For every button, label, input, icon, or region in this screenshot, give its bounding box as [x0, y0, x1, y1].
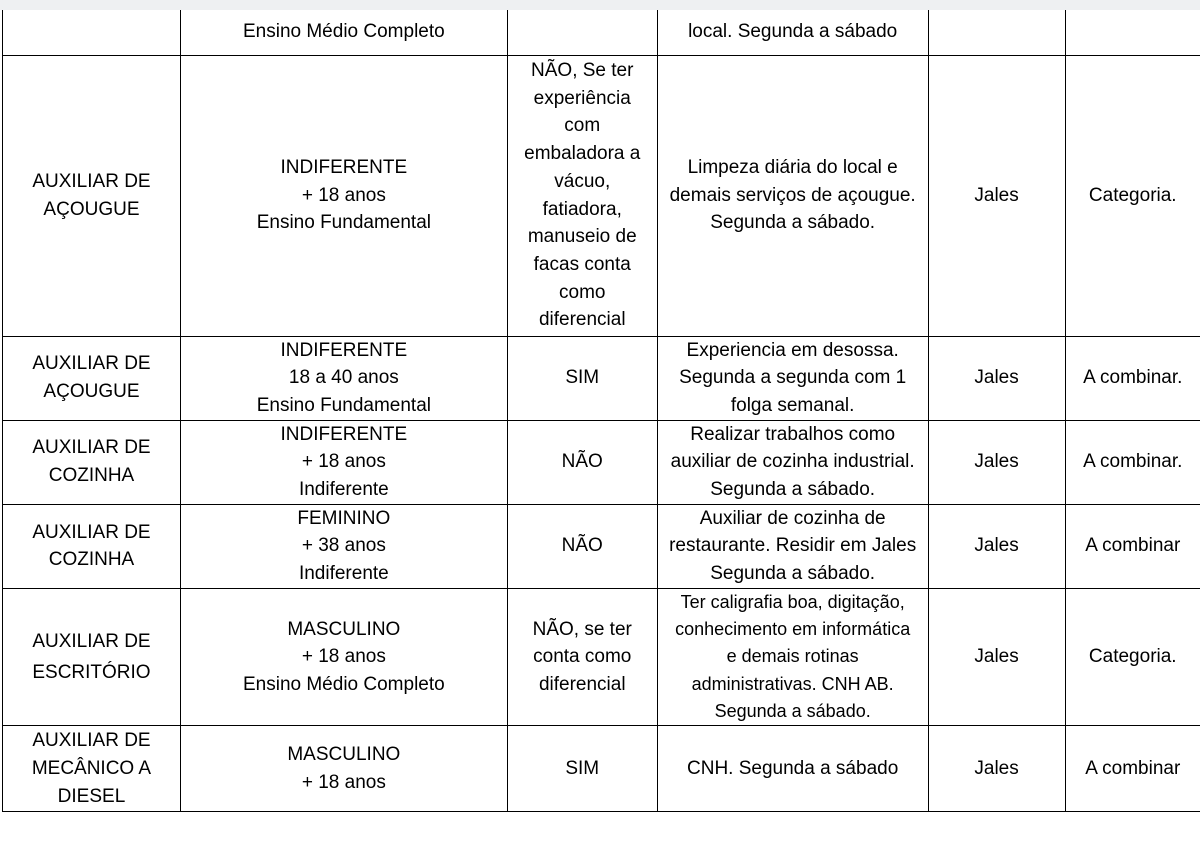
experiencia-cell — [507, 336, 657, 420]
table-row — [3, 55, 1200, 336]
salario-text: A combinar — [1085, 535, 1181, 557]
cargo-cell — [3, 420, 181, 504]
salario-cell — [1065, 420, 1200, 504]
perfil-text: MASCULINO + 18 anos Ensino Médio Completo — [242, 618, 445, 695]
salario-text: A combinar — [1085, 757, 1181, 779]
descricao-text: Ter caligrafia boa, digitação, conhecimento em informática e demais rotinas administrativas. CNH AB. Segunda a sábado. — [675, 591, 911, 722]
perfil-text: INDIFERENTE 18 a 40 anos Ensino Fundamental — [256, 339, 431, 416]
cidade-text: Jales — [974, 367, 1019, 389]
cargo-cell — [3, 336, 181, 420]
experiencia-cell — [507, 55, 657, 336]
cidade-text: Jales — [974, 757, 1019, 779]
experiencia-cell — [507, 726, 657, 812]
page-top-strip — [0, 0, 1200, 10]
perfil-cell — [180, 420, 507, 504]
descricao-cell — [657, 420, 928, 504]
experiencia-text: SIM — [565, 757, 600, 779]
cidade-cell — [928, 420, 1065, 504]
descricao-cell — [657, 55, 928, 336]
cargo-text: AUXILIAR DE MECÂNICO A DIESEL — [31, 730, 152, 807]
cargo-text: AUXILIAR DE AÇOUGUE — [32, 353, 151, 403]
descricao-text: Auxiliar de cozinha de restaurante. Residir em Jales Segunda a sábado. — [669, 507, 917, 585]
perfil-cell — [180, 55, 507, 336]
experiencia-text: NÃO — [561, 451, 603, 473]
cargo-cell — [3, 588, 181, 725]
cidade-text: Jales — [974, 646, 1019, 668]
cidade-cell — [928, 336, 1065, 420]
descricao-cell — [657, 726, 928, 812]
perfil-cell — [180, 336, 507, 420]
cargo-text: AUXILIAR DE COZINHA — [32, 437, 151, 487]
salario-cell — [1065, 504, 1200, 588]
salario-cell — [1065, 336, 1200, 420]
experiencia-cell — [507, 588, 657, 725]
experiencia-cell — [507, 10, 657, 55]
cidade-text: Jales — [974, 184, 1019, 206]
descricao-text: Limpeza diária do local e demais serviços de açougue. Segunda a sábado. — [669, 156, 916, 234]
perfil-text: INDIFERENTE + 18 anos Ensino Fundamental — [256, 156, 431, 234]
cidade-cell — [928, 55, 1065, 336]
descricao-cell — [657, 588, 928, 725]
salario-cell — [1065, 10, 1200, 55]
experiencia-text: NÃO, se ter conta como diferencial — [532, 618, 632, 695]
perfil-text: Ensino Médio Completo — [242, 21, 445, 43]
experiencia-cell — [507, 420, 657, 504]
cargo-cell — [3, 504, 181, 588]
perfil-text: INDIFERENTE + 18 anos Indiferente — [280, 423, 408, 501]
experiencia-text: NÃO, Se ter experiência com embaladora a vácuo, fatiadora, manuseio de facas conta como diferencial — [524, 59, 641, 331]
experiencia-cell — [507, 504, 657, 588]
salario-cell — [1065, 726, 1200, 812]
salario-cell — [1065, 588, 1200, 725]
perfil-cell — [180, 504, 507, 588]
cargo-cell — [3, 726, 181, 812]
table-row — [3, 420, 1200, 504]
descricao-text: Experiencia em desossa. Segunda a segunda com 1 folga semanal. — [679, 339, 907, 416]
descricao-cell — [657, 10, 928, 55]
perfil-text: MASCULINO + 18 anos — [287, 744, 401, 793]
cidade-cell — [928, 726, 1065, 812]
cargo-cell — [3, 55, 181, 336]
salario-text: Categoria. — [1088, 646, 1177, 668]
table-row — [3, 10, 1200, 55]
cargo-cell — [3, 10, 181, 55]
perfil-cell — [180, 10, 507, 55]
job-listings-table — [2, 10, 1200, 812]
cidade-text: Jales — [974, 451, 1019, 473]
descricao-cell — [657, 336, 928, 420]
salario-text: Categoria. — [1088, 184, 1177, 206]
descricao-text: CNH. Segunda a sábado — [687, 757, 899, 779]
table-row — [3, 726, 1200, 812]
cidade-cell — [928, 10, 1065, 55]
table-row — [3, 336, 1200, 420]
cidade-cell — [928, 504, 1065, 588]
descricao-text: Realizar trabalhos como auxiliar de cozinha industrial. Segunda a sábado. — [670, 423, 915, 501]
descricao-text: local. Segunda a sábado — [688, 21, 898, 43]
cargo-text: AUXILIAR DE AÇOUGUE — [32, 170, 151, 220]
cargo-text: AUXILIAR DE COZINHA — [32, 521, 151, 571]
descricao-cell — [657, 504, 928, 588]
perfil-cell — [180, 726, 507, 812]
table-row — [3, 504, 1200, 588]
salario-text: A combinar. — [1083, 367, 1183, 389]
cargo-text: AUXILIAR DE ESCRITÓRIO — [32, 631, 151, 684]
experiencia-text: NÃO — [561, 535, 603, 557]
salario-cell — [1065, 55, 1200, 336]
salario-text: A combinar. — [1083, 451, 1183, 473]
table-row — [3, 588, 1200, 725]
cidade-cell — [928, 588, 1065, 725]
experiencia-text: SIM — [565, 367, 600, 389]
perfil-cell — [180, 588, 507, 725]
cidade-text: Jales — [974, 535, 1019, 557]
perfil-text: FEMININO + 38 anos Indiferente — [297, 507, 391, 585]
